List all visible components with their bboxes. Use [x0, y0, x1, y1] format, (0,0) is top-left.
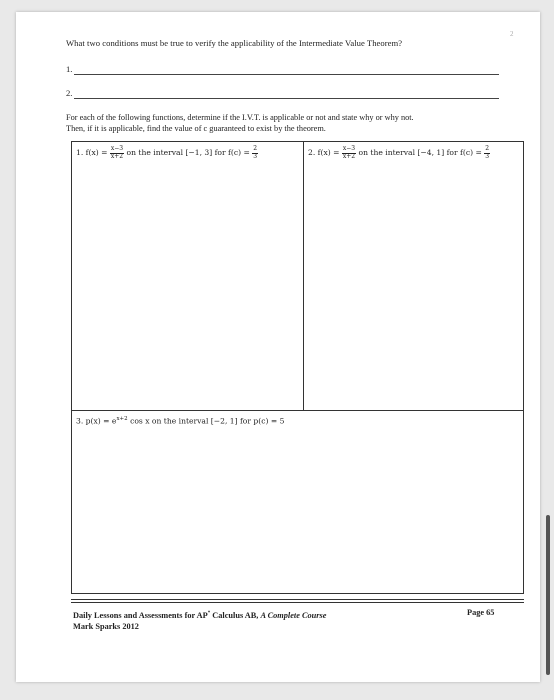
answer-rule	[74, 74, 499, 75]
footer-credits	[73, 608, 326, 632]
fraction-denominator: x+2	[342, 152, 356, 160]
problem-interval: on the interval [−4, 1] for f(c) =	[358, 148, 485, 157]
answer-number: 2.	[66, 88, 73, 98]
footer-book-subtitle: A Complete Course	[260, 610, 327, 620]
problem-function: f(x) =	[317, 148, 342, 157]
value-denominator: 3	[253, 152, 258, 160]
problem-function: f(x) =	[85, 148, 110, 157]
answer-rule	[74, 98, 499, 99]
footer-rule-thin	[71, 602, 524, 603]
scrollbar[interactable]	[546, 515, 550, 675]
value-numerator: 2	[485, 145, 490, 152]
footer-book-mid: Calculus AB,	[210, 610, 261, 620]
footer-rule	[71, 599, 524, 600]
problem-1	[76, 146, 258, 160]
corner-mark: 2	[510, 30, 514, 38]
value-denominator: 3	[485, 152, 490, 160]
problem-number: 1.	[76, 148, 84, 157]
problem-3	[76, 416, 284, 426]
grid-divider-horizontal	[72, 410, 523, 411]
fraction-denominator: x+2	[110, 152, 124, 160]
fraction-numerator: x−3	[110, 145, 124, 152]
question-title: What two conditions must be true to verify the applicability of the Intermediate Value Theorem?	[66, 38, 403, 48]
instructions-line-1: For each of the following functions, determine if the I.V.T. is applicable or not and state why or why not.	[66, 113, 414, 122]
problem-interval: on the interval [−1, 3] for f(c) =	[126, 148, 253, 157]
grid-divider-vertical	[303, 142, 304, 410]
page-number: Page 65	[467, 608, 495, 617]
footer-asterisk: *	[207, 611, 211, 616]
answer-number: 1.	[66, 64, 73, 74]
exponent: x+2	[116, 416, 128, 422]
footer-author: Mark Sparks 2012	[73, 621, 139, 631]
problem-number: 3.	[76, 416, 84, 426]
instructions-line-2: Then, if it is applicable, find the value of c guaranteed to exist by the theorem.	[66, 124, 326, 133]
worksheet-page	[16, 12, 540, 682]
fraction-numerator: x−3	[342, 145, 356, 152]
footer-book-prefix: Daily Lessons and Assessments for AP	[73, 610, 208, 620]
problem-2	[308, 146, 490, 160]
instructions	[66, 112, 516, 134]
problem-interval: cos x on the interval [−2, 1] for p(c) = 5	[130, 416, 285, 426]
problem-number: 2.	[308, 148, 316, 157]
value-numerator: 2	[253, 145, 258, 152]
problem-function: p(x) = e	[85, 416, 117, 426]
problem-grid	[71, 141, 524, 594]
